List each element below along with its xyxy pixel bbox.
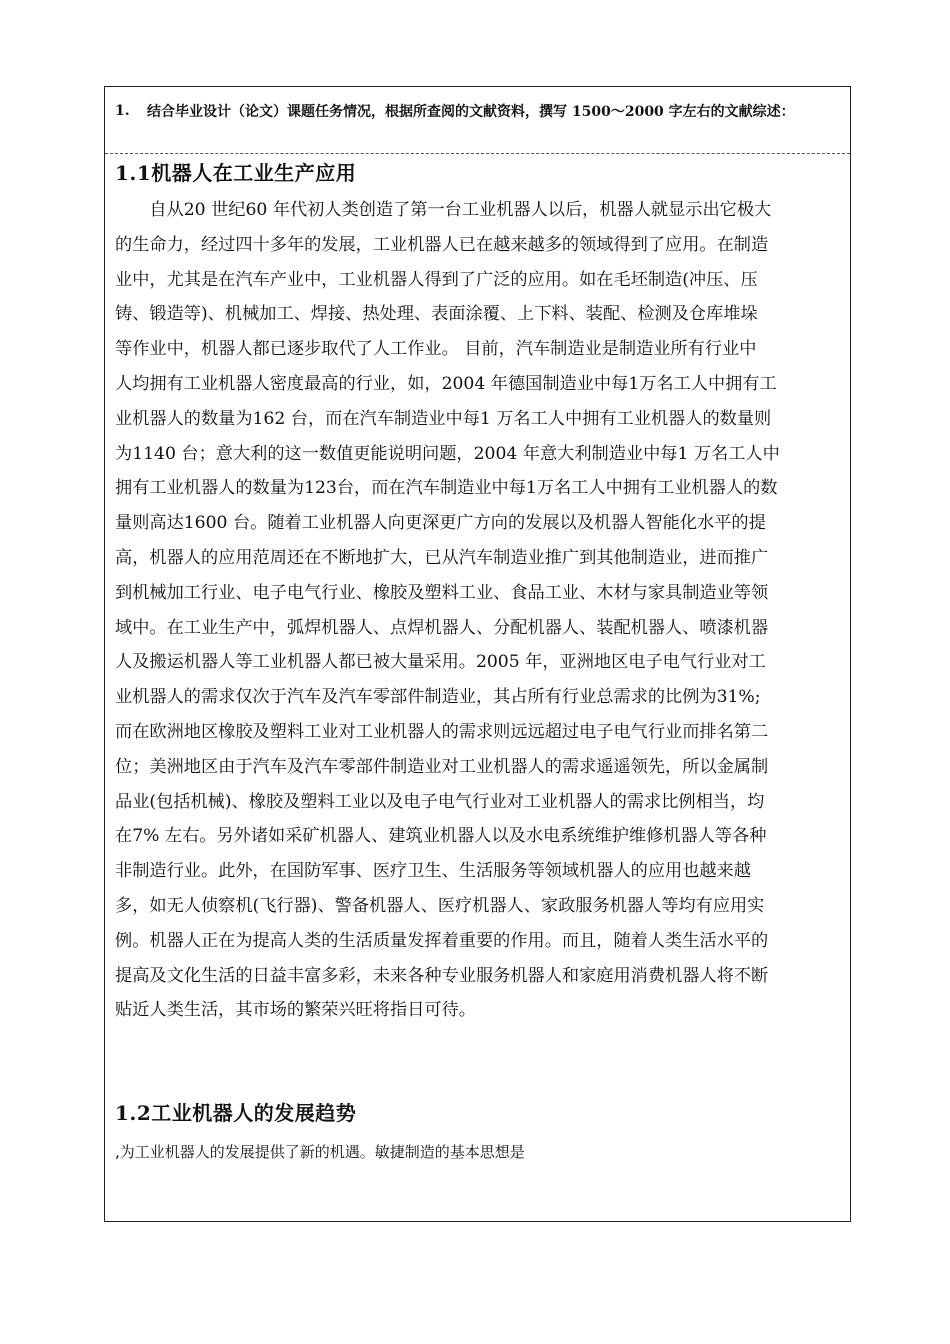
body-line: 非制造行业。此外，在国防军事、医疗卫生、生活服务等领域机器人的应用也越来越 <box>115 861 751 882</box>
body-line: 例。机器人正在为提高人类的生活质量发挥着重要的作用。而且，随着人类生活水平的 <box>115 930 769 951</box>
item-number: 1. <box>115 103 130 119</box>
body-line: 品业(包括机械)、橡胶及塑料工业以及电子电气行业对工业机器人的需求比例相当，均 <box>115 791 765 812</box>
body-line: 等作业中，机器人都已逐步取代了人工作业。 目前，汽车制造业是制造业所有行业中 <box>115 339 757 360</box>
body-line: 业机器人的需求仅次于汽车及汽车零部件制造业，其占所有行业总需求的比例为31%; <box>115 687 761 708</box>
body-line: 量则高达1600 台。随着工业机器人向更深更广方向的发展以及机器人智能化水平的提 <box>115 513 766 534</box>
section-1-body <box>115 193 843 1028</box>
body-line: 的生命力，经过四十多年的发展，工业机器人已在越来越多的领域得到了应用。在制造 <box>115 234 769 255</box>
body-line: 人均拥有工业机器人密度最高的行业，如，2004 年德国制造业中每1万名工人中拥有工 <box>115 373 777 394</box>
body-line: 铸、锻造等)、机械加工、焊接、热处理、表面涂覆、上下料、装配、检测及仓库堆垛 <box>115 304 758 325</box>
task-header-row <box>105 87 850 154</box>
body-line: 高，机器人的应用范周还在不断地扩大，已从汽车制造业推广到其他制造业，进而推广 <box>115 547 769 568</box>
body-line: 业机器人的数量为162 台，而在汽车制造业中每1 万名工人中拥有工业机器人的数量则 <box>115 408 772 429</box>
body-line: 而在欧洲地区橡胶及塑料工业对工业机器人的需求则远远超过电子电气行业而排名第二 <box>115 721 769 742</box>
section-2-heading: 1.2工业机器人的发展趋势 <box>115 1101 357 1125</box>
body-line: 位；美洲地区由于汽车及汽车零部件制造业对工业机器人的需求遥遥领先，所以金属制 <box>115 756 769 777</box>
section-2-body: ,为工业机器人的发展提供了新的机遇。敏捷制造的基本思想是 <box>115 1143 525 1161</box>
body-line: 贴近人类生活，其市场的繁荣兴旺将指日可待。 <box>115 1000 476 1021</box>
body-line: 到机械加工行业、电子电气行业、橡胶及塑料工业、食品工业、木材与家具制造业等领 <box>115 582 769 603</box>
task-instruction: 结合毕业设计（论文）课题任务情况，根据所查阅的文献资料，撰写 1500～2000 字左右的文献综述： <box>147 104 795 120</box>
body-line: 人及搬运机器人等工业机器人都已被大量采用。2005 年，亚洲地区电子电气行业对工 <box>115 652 766 673</box>
review-table-cell <box>104 86 851 1222</box>
body-line: 多，如无人侦察机(飞行器)、警备机器人、医疗机器人、家政服务机器人等均有应用实 <box>115 895 765 916</box>
body-line: 在7% 左右。另外诸如采矿机器人、建筑业机器人以及水电系统维护维修机器人等各种 <box>115 826 767 847</box>
section-1-heading: 1.1机器人在工业生产应用 <box>115 161 357 185</box>
body-line: 自从20 世纪60 年代初人类创造了第一台工业机器人以后，机器人就显示出它极大 <box>115 200 772 220</box>
body-line: 业中，尤其是在汽车产业中，工业机器人得到了广泛的应用。如在毛坯制造(冲压、压 <box>115 269 758 290</box>
body-line: 提高及文化生活的日益丰富多彩，未来各种专业服务机器人和家庭用消费机器人将不断 <box>115 965 769 986</box>
body-line: 拥有工业机器人的数量为123台，而在汽车制造业中每1万名工人中拥有工业机器人的数 <box>115 478 778 499</box>
body-line: 域中。在工业生产中，弧焊机器人、点焊机器人、分配机器人、装配机器人、喷漆机器 <box>115 617 769 638</box>
body-line: 为1140 台；意大利的这一数值更能说明问题，2004 年意大利制造业中每1 万名工人中 <box>115 443 780 464</box>
